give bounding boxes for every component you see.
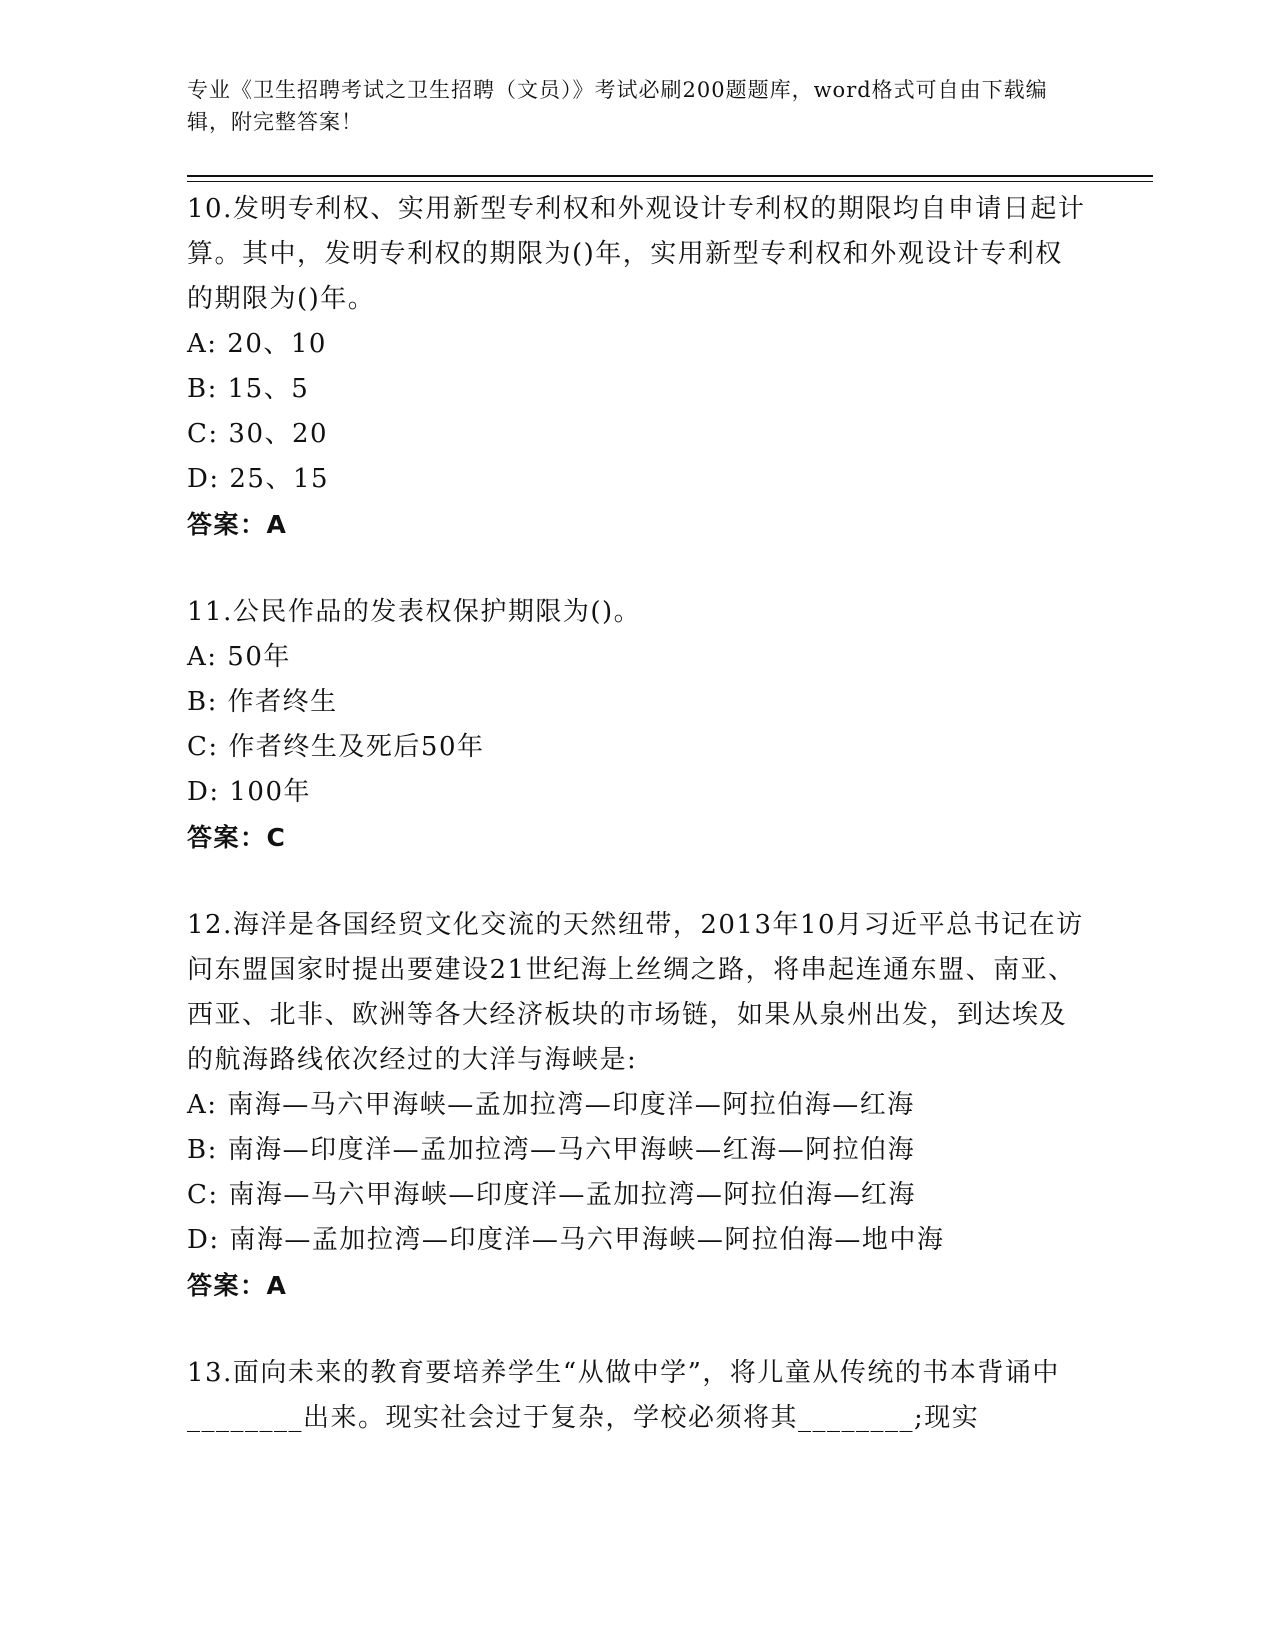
option-b: B: 南海—印度洋—孟加拉湾—马六甲海峡—红海—阿拉伯海	[187, 1135, 916, 1165]
document-header	[187, 74, 1067, 138]
question-stem: 11.公民作品的发表权保护期限为()。	[187, 597, 642, 627]
question-stem: 12.海洋是各国经贸文化交流的天然纽带，2013年10月习近平总书记在访问东盟国家时提出要建设21世纪海上丝绸之路，将串起连通东盟、南亚、西亚、北非、欧洲等各大经济板块的市场链，如果从泉州出发，到达埃及的航海路线依次经过的大洋与海峡是:	[187, 910, 1084, 1075]
question-13	[187, 1351, 1087, 1441]
option-a: A: 南海—马六甲海峡—孟加拉湾—印度洋—阿拉伯海—红海	[187, 1090, 915, 1120]
answer-line: 答案：A	[187, 1271, 288, 1300]
question-stem: 10.发明专利权、实用新型专利权和外观设计专利权的期限均自申请日起计算。其中，发明专利权的期限为()年，实用新型专利权和外观设计专利权的期限为()年。	[187, 194, 1086, 314]
option-a: A: 20、10	[187, 329, 327, 359]
option-a: A: 50年	[187, 642, 291, 672]
option-c: C: 作者终生及死后50年	[187, 732, 485, 762]
header-divider-thin	[187, 181, 1153, 182]
question-stem: 13.面向未来的教育要培养学生“从做中学”，将儿童从传统的书本背诵中________出来。现实社会过于复杂，学校必须将其________;现实	[187, 1358, 1060, 1433]
question-10	[187, 187, 1087, 547]
option-d: D: 100年	[187, 777, 311, 807]
option-d: D: 25、15	[187, 464, 330, 494]
option-b: B: 作者终生	[187, 687, 338, 717]
header-divider	[187, 175, 1153, 177]
question-list	[187, 187, 1087, 1484]
header-text: 专业《卫生招聘考试之卫生招聘（文员）》考试必刷200题题库，word格式可自由下载编辑，附完整答案！	[187, 78, 1048, 134]
question-11	[187, 590, 1087, 860]
question-12	[187, 903, 1087, 1308]
option-b: B: 15、5	[187, 374, 310, 404]
option-d: D: 南海—孟加拉湾—印度洋—马六甲海峡—阿拉伯海—地中海	[187, 1225, 945, 1255]
answer-line: 答案：A	[187, 510, 288, 539]
option-c: C: 南海—马六甲海峡—印度洋—孟加拉湾—阿拉伯海—红海	[187, 1180, 916, 1210]
option-c: C: 30、20	[187, 419, 329, 449]
answer-line: 答案：C	[187, 823, 287, 852]
